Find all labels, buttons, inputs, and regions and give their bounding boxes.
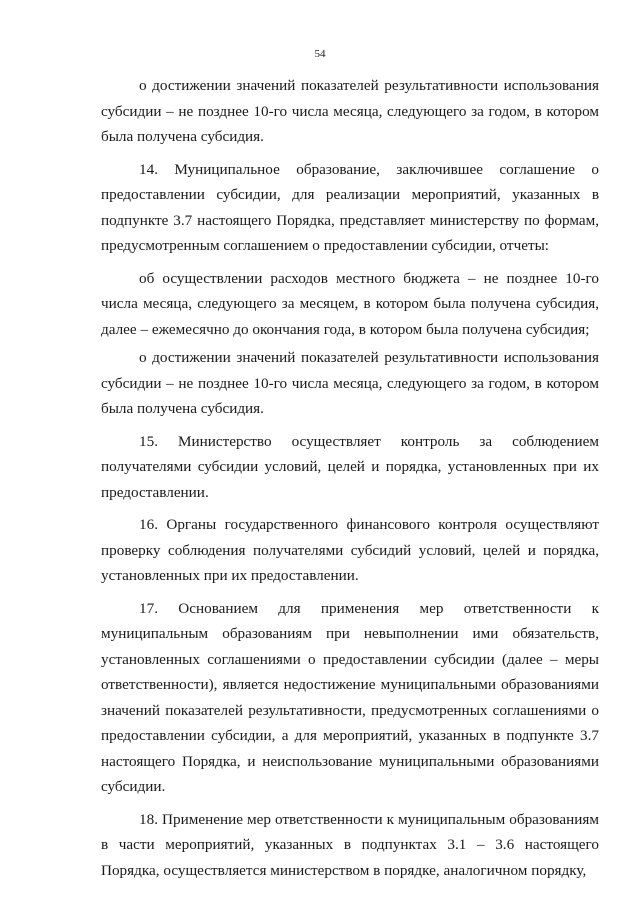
paragraph-results-report: о достижении значений показателей результативности использования субсидии – не позднее 10-го числа месяца, следующего за годом, в котором была получена субсидия.: [101, 349, 599, 417]
paragraph-budget-expenses-report: об осуществлении расходов местного бюджета – не позднее 10-го числа месяца, следующего за месяцем, в котором была получена субсидия, далее – ежемесячно до окончания года, в котором была получена субсидия;: [101, 269, 599, 338]
paragraph-item-18: 18. Применение мер ответственности к муниципальным образованиям в части мероприятий, указанных в подпунктах 3.1 – 3.6 настоящего Порядка, осуществляется министерством в порядке, аналогичном порядку,: [101, 810, 599, 879]
paragraph-item-16: 16. Органы государственного финансового контроля осуществляют проверку соблюдения получателями субсидий условий, целей и порядка, установленных при их предоставлении.: [101, 516, 599, 584]
paragraph-item-14: 14. Муниципальное образование, заключившее соглашение о предоставлении субсидии, для реализации мероприятий, указанных в подпункте 3.7 настоящего Порядка, представляет министерству по формам, предусмотренным соглашением о предоставлении субсидии, отчеты:: [101, 160, 599, 254]
paragraph-item-17: 17. Основанием для применения мер ответственности к муниципальным образованиям при невыполнении ими обязательств, установленных соглашениями о предоставлении субсидии (далее – меры ответственности), является недостижение муниципальными образованиями значений показателей результативности, предусмотренных соглашениями о предоставлении субсидии, а для мероприятий, указанных в подпункте 3.7 настоящего Порядка, и неиспользование муниципальными образованиями субсидии.: [101, 599, 599, 795]
paragraph-item-15: 15. Министерство осуществляет контроль за соблюдением получателями субсидии условий, целей и порядка, установленных при их предоставлении.: [101, 432, 599, 501]
page-number: 54: [314, 48, 326, 60]
document-body: [101, 73, 599, 883]
paragraph-results-deadline: о достижении значений показателей результативности использования субсидии – не позднее 10-го числа месяца, следующего за годом, в котором была получена субсидия.: [101, 77, 599, 145]
